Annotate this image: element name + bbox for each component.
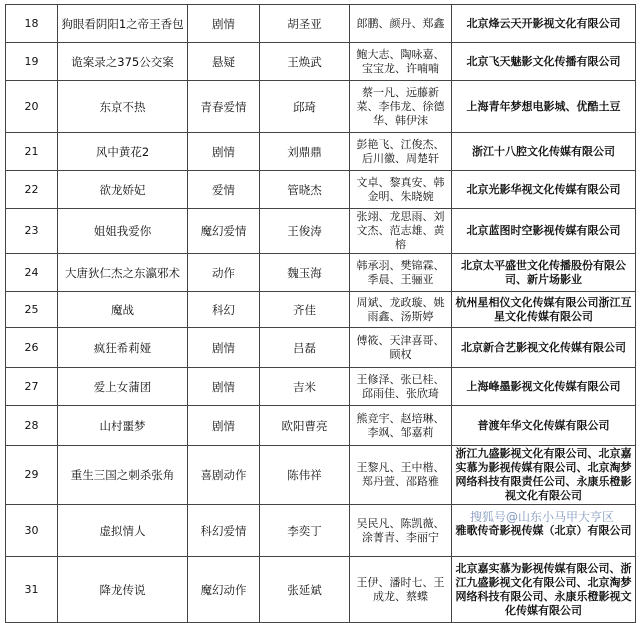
film-title-cell: 魔战 — [58, 292, 188, 328]
production-company-cell: 浙江十八腔文化传媒有限公司 — [452, 133, 636, 171]
row-number-cell: 21 — [6, 133, 58, 171]
director-cell: 张延斌 — [260, 557, 350, 623]
production-company-cell: 北京飞天魅影文化传播有限公司 — [452, 43, 636, 81]
cast-cell: 韩承羽、樊锦霖、季晨、王骊亚 — [350, 254, 452, 292]
genre-cell: 科幻 — [188, 292, 260, 328]
production-company-cell: 上海青年梦想电影城、优酷土豆 — [452, 81, 636, 133]
table-row — [6, 254, 636, 292]
row-number-cell: 23 — [6, 209, 58, 254]
cast-cell: 文卓、黎真安、韩金明、朱晓婉 — [350, 171, 452, 209]
film-title-cell: 狗眼看阴阳1之帝王香包 — [58, 5, 188, 43]
cast-cell: 傅筱、天津喜哥、顾权 — [350, 328, 452, 368]
production-company-cell: 北京嘉实慕为影视传媒有限公司、浙江九盛影视文化有限公司、北京淘梦网络科技有限公司、永康乐橙影视文化传媒有限公司 — [452, 557, 636, 623]
cast-cell: 周斌、龙政璇、姚雨鑫、汤斯婷 — [350, 292, 452, 328]
genre-cell: 魔幻爱情 — [188, 209, 260, 254]
film-title-cell: 降龙传说 — [58, 557, 188, 623]
production-company-cell: 普渡年华文化传媒有限公司 — [452, 406, 636, 446]
cast-cell: 彭艳飞、江俊杰、后川徽、周楚轩 — [350, 133, 452, 171]
row-number-cell: 22 — [6, 171, 58, 209]
film-title-cell: 大唐狄仁杰之东瀛邪术 — [58, 254, 188, 292]
director-cell: 魏玉海 — [260, 254, 350, 292]
table-row — [6, 446, 636, 505]
row-number-cell: 24 — [6, 254, 58, 292]
table-row — [6, 43, 636, 81]
film-title-cell: 疯狂希莉娅 — [58, 328, 188, 368]
genre-cell: 爱情 — [188, 171, 260, 209]
film-list-table — [5, 4, 636, 623]
genre-cell: 动作 — [188, 254, 260, 292]
production-company-cell: 北京新合艺影视文化传媒有限公司 — [452, 328, 636, 368]
table-row — [6, 406, 636, 446]
production-company-cell: 北京光影华视文化传媒有限公司 — [452, 171, 636, 209]
film-title-cell: 诡案录之375公交案 — [58, 43, 188, 81]
film-title-cell: 东京不热 — [58, 81, 188, 133]
cast-cell: 熊竞宇、赵培琳、李飒、邹嘉莉 — [350, 406, 452, 446]
genre-cell: 青春爱情 — [188, 81, 260, 133]
director-cell: 管晓杰 — [260, 171, 350, 209]
cast-cell: 鲍大志、陶咏嘉、宝宝龙、许喃喃 — [350, 43, 452, 81]
genre-cell: 剧情 — [188, 406, 260, 446]
table-row — [6, 292, 636, 328]
director-cell: 邱琦 — [260, 81, 350, 133]
production-company-cell: 上海峰墨影视文化传媒有限公司 — [452, 368, 636, 406]
genre-cell: 喜剧动作 — [188, 446, 260, 505]
director-cell: 吕磊 — [260, 328, 350, 368]
genre-cell: 剧情 — [188, 133, 260, 171]
film-title-cell: 风中黄花2 — [58, 133, 188, 171]
production-company-cell: 杭州星相仪文化传媒有限公司浙江互星文化传媒有限公司 — [452, 292, 636, 328]
production-company-cell: 浙江九盛影视文化有限公司、北京嘉实慕为影视传媒有限公司、北京淘梦网络科技有限责任公司、永康乐橙影视文化有限公司 — [452, 446, 636, 505]
row-number-cell: 26 — [6, 328, 58, 368]
director-cell: 李奕丁 — [260, 505, 350, 557]
row-number-cell: 25 — [6, 292, 58, 328]
table-row — [6, 328, 636, 368]
production-company-cell: 雅歌传奇影视传媒（北京）有限公司 — [452, 505, 636, 557]
film-title-cell: 姐姐我爱你 — [58, 209, 188, 254]
genre-cell: 剧情 — [188, 328, 260, 368]
row-number-cell: 31 — [6, 557, 58, 623]
row-number-cell: 19 — [6, 43, 58, 81]
genre-cell: 剧情 — [188, 5, 260, 43]
cast-cell: 郎鹏、颜丹、郑鑫 — [350, 5, 452, 43]
director-cell: 欧阳曹亮 — [260, 406, 350, 446]
director-cell: 王焕武 — [260, 43, 350, 81]
row-number-cell: 30 — [6, 505, 58, 557]
table-row — [6, 171, 636, 209]
cast-cell: 王伊、潘时七、王成龙、蔡蝶 — [350, 557, 452, 623]
genre-cell: 魔幻动作 — [188, 557, 260, 623]
row-number-cell: 28 — [6, 406, 58, 446]
film-title-cell: 重生三国之刺杀张角 — [58, 446, 188, 505]
cast-cell: 蔡一凡、远藤新菜、李伟龙、徐德华、韩伊沫 — [350, 81, 452, 133]
watermark: 搜狐号@山东小马甲大亨区 — [470, 510, 615, 524]
production-company-cell: 北京蓝图时空影视传媒有限公司 — [452, 209, 636, 254]
director-cell: 胡圣亚 — [260, 5, 350, 43]
table-row — [6, 209, 636, 254]
director-cell: 陈伟祥 — [260, 446, 350, 505]
table-row — [6, 5, 636, 43]
film-title-cell: 欲龙娇妃 — [58, 171, 188, 209]
film-title-cell: 爱上女蒲团 — [58, 368, 188, 406]
director-cell: 齐佳 — [260, 292, 350, 328]
row-number-cell: 29 — [6, 446, 58, 505]
director-cell: 刘鼎鼎 — [260, 133, 350, 171]
table-body — [6, 5, 636, 623]
table-row — [6, 81, 636, 133]
cast-cell: 张翊、龙思雨、刘文杰、范志雄、黄榕 — [350, 209, 452, 254]
table-row — [6, 133, 636, 171]
genre-cell: 科幻爱情 — [188, 505, 260, 557]
director-cell: 吉米 — [260, 368, 350, 406]
cast-cell: 吴民凡、陈凯薇、涂菁青、李丽宁 — [350, 505, 452, 557]
cast-cell: 王修泽、张已桂、邱雨佳、张欣琦 — [350, 368, 452, 406]
genre-cell: 剧情 — [188, 368, 260, 406]
table-row — [6, 557, 636, 623]
director-cell: 王俊涛 — [260, 209, 350, 254]
row-number-cell: 20 — [6, 81, 58, 133]
film-title-cell: 虚拟情人 — [58, 505, 188, 557]
table-row — [6, 368, 636, 406]
cast-cell: 王黎凡、王中楷、郑丹萱、邵路雅 — [350, 446, 452, 505]
production-company-cell: 北京太平盛世文化传播股份有限公司、新片场影业 — [452, 254, 636, 292]
row-number-cell: 18 — [6, 5, 58, 43]
genre-cell: 悬疑 — [188, 43, 260, 81]
row-number-cell: 27 — [6, 368, 58, 406]
production-company-cell: 北京烽云天开影视文化有限公司 — [452, 5, 636, 43]
film-title-cell: 山村噩梦 — [58, 406, 188, 446]
